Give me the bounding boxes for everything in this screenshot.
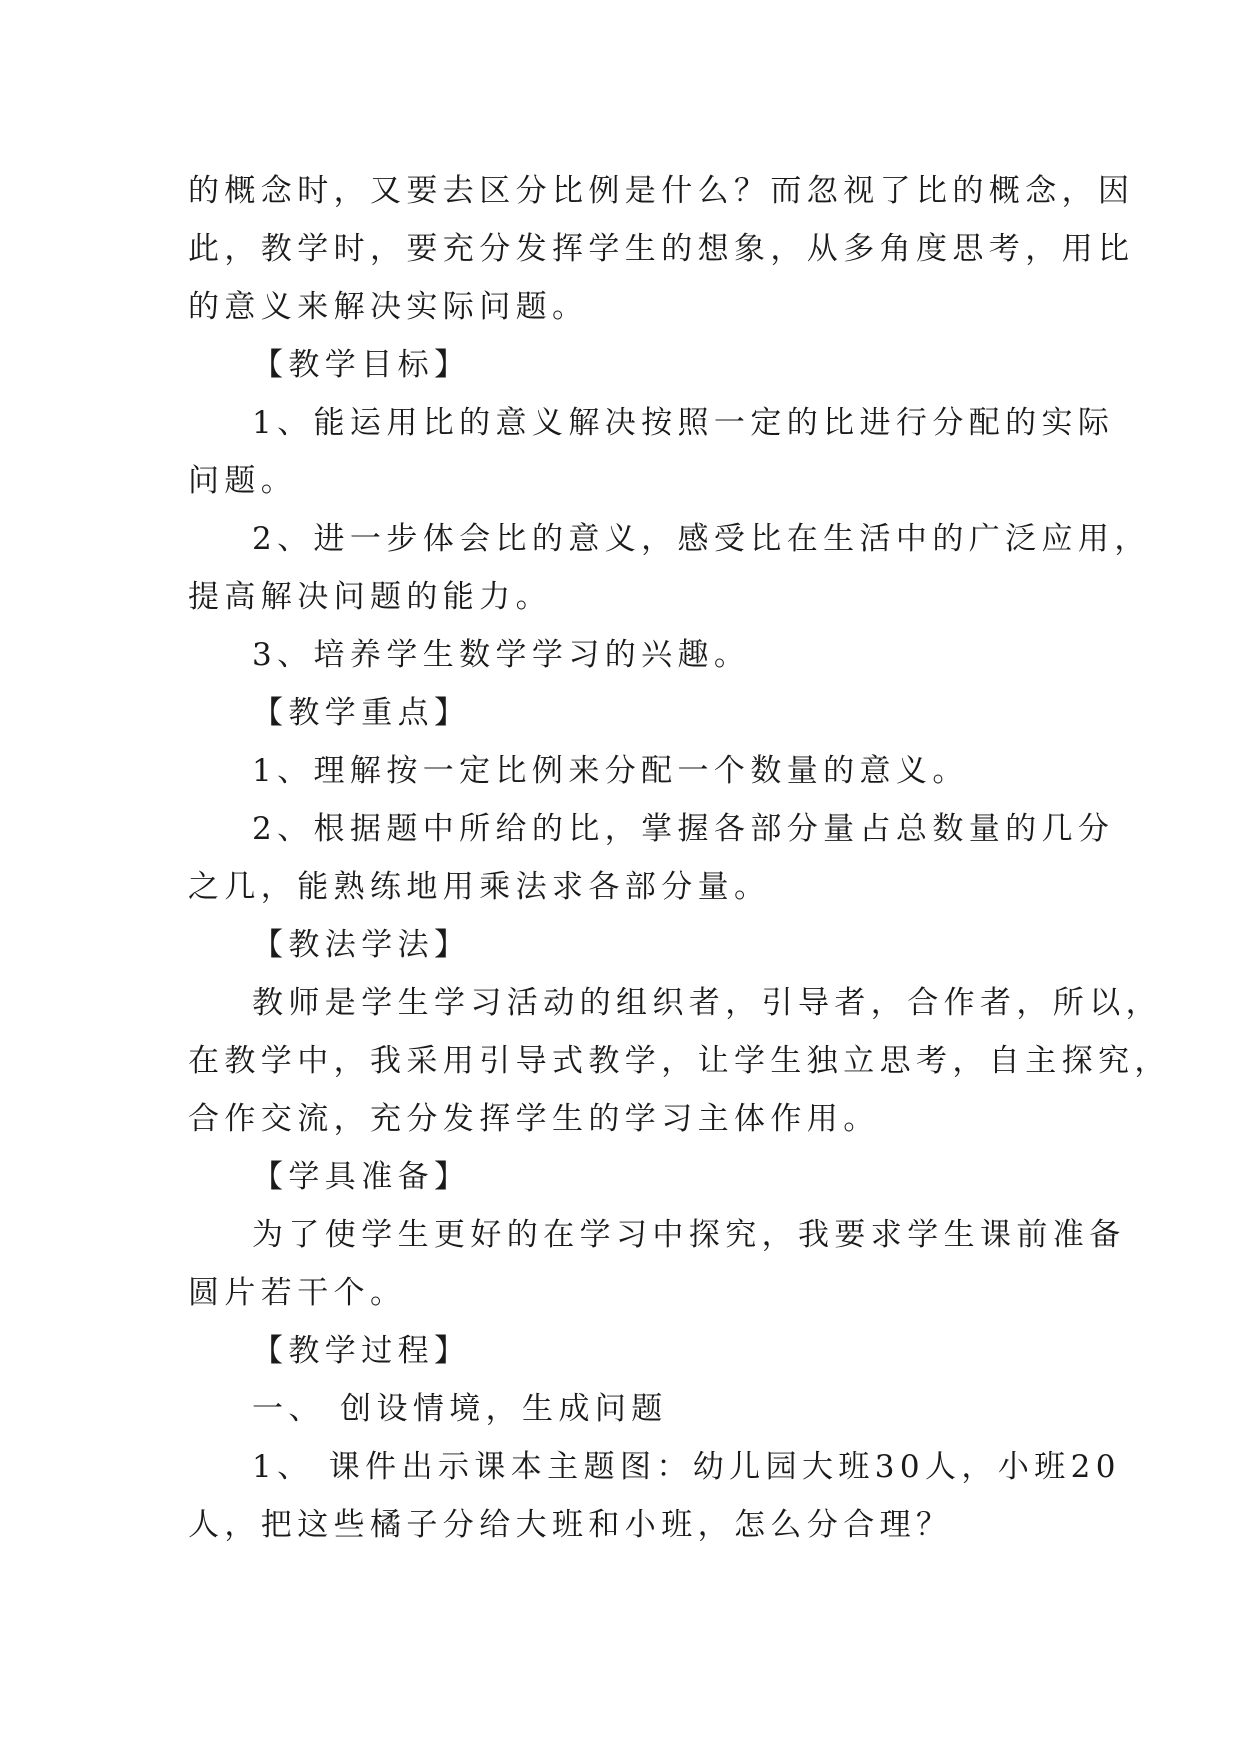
paragraph-line: 的意义来解决实际问题。: [188, 289, 589, 325]
section-heading-methods: 【教法学法】: [252, 927, 471, 963]
paragraph-line: 问题。: [188, 463, 298, 499]
document-page: [188, 162, 1171, 1554]
paragraph-line: 为了使学生更好的在学习中探究，我要求学生课前准备: [252, 1217, 1126, 1253]
list-item: 1、 课件出示课本主题图：幼儿园大班30人，小班20: [252, 1449, 1121, 1485]
paragraph-line: 此，教学时，要充分发挥学生的想象，从多角度思考，用比: [188, 231, 1135, 267]
section-heading-key-points: 【教学重点】: [252, 695, 471, 731]
paragraph-line: 教师是学生学习活动的组织者，引导者，合作者，所以，: [252, 985, 1162, 1021]
paragraph-line: 人，把这些橘子分给大班和小班，怎么分合理？: [188, 1507, 953, 1543]
paragraph-line: 提高解决问题的能力。: [188, 579, 552, 615]
section-heading-teaching-goals: 【教学目标】: [252, 347, 471, 383]
paragraph-line: 在教学中，我采用引导式教学，让学生独立思考，自主探究，: [188, 1043, 1171, 1079]
section-heading-materials: 【学具准备】: [252, 1159, 471, 1195]
list-item: 3、培养学生数学学习的兴趣。: [252, 637, 751, 673]
paragraph-line: 合作交流，充分发挥学生的学习主体作用。: [188, 1101, 880, 1137]
paragraph-line: 之几，能熟练地用乘法求各部分量。: [188, 869, 771, 905]
list-item: 2、进一步体会比的意义，感受比在生活中的广泛应用，: [252, 521, 1151, 557]
list-item: 2、根据题中所给的比，掌握各部分量占总数量的几分: [252, 811, 1115, 847]
list-item: 1、能运用比的意义解决按照一定的比进行分配的实际: [252, 405, 1115, 441]
list-item: 1、理解按一定比例来分配一个数量的意义。: [252, 753, 969, 789]
paragraph-line: 圆片若干个。: [188, 1275, 407, 1311]
subsection-heading: 一、 创设情境，生成问题: [252, 1391, 668, 1427]
paragraph-line: 的概念时，又要去区分比例是什么？而忽视了比的概念，因: [188, 173, 1135, 209]
section-heading-process: 【教学过程】: [252, 1333, 471, 1369]
